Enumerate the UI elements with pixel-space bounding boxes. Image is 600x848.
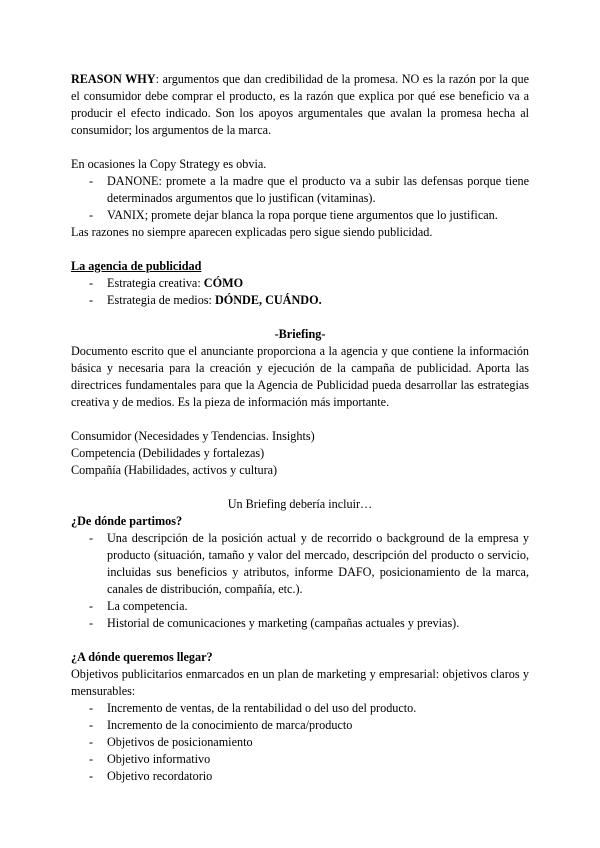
- list-item: - Incremento de la conocimiento de marca/producto: [89, 718, 353, 732]
- de-donde-list: [71, 530, 529, 632]
- copy-strategy-intro: En ocasiones la Copy Strategy es obvia.: [71, 157, 267, 171]
- de-donde-heading: ¿De dónde partimos?: [71, 514, 183, 528]
- list-item: - DANONE: promete a la madre que el producto va a subir las defensas porque tiene determinados argumentos que lo justifican (vitaminas).: [89, 174, 529, 205]
- list-item: - VANIX; promete dejar blanca la ropa porque tiene argumentos que lo justifican.: [89, 208, 498, 222]
- briefing-definition: Documento escrito que el anunciante proporciona a la agencia y que contiene la información básica y necesaria para la creación y ejecución de la campaña de publicidad. Aporta las directrices fundamentales para que la Agencia de Publicidad pueda desarrollar las estrategias creativa y de medios. Es la pieza de información más importante.: [71, 344, 529, 409]
- list-item: - Historial de comunicaciones y marketing (campañas actuales y previas).: [89, 616, 460, 630]
- briefing-pillar: Competencia (Debilidades y fortalezas): [71, 446, 265, 460]
- dash-bullet: -: [89, 769, 94, 783]
- list-item: - Una descripción de la posición actual y de recorrido o background de la empresa y producto (situación, tamaño y valor del mercado, descripción del producto o servicio, incluidas sus beneficios y atributos, informe DAFO, posicionamiento de la marca, canales de distribución, compañía, etc.).: [89, 531, 529, 596]
- briefing-heading: -Briefing-: [274, 327, 326, 341]
- list-item: - Estrategia de medios: DÓNDE, CUÁNDO.: [89, 293, 322, 307]
- list-item: - Objetivo informativo: [89, 752, 211, 766]
- dash-bullet: -: [89, 276, 94, 290]
- reason-why-term: REASON WHY: [71, 72, 156, 86]
- dash-bullet: -: [89, 293, 94, 307]
- list-item: - Incremento de ventas, de la rentabilidad o del uso del producto.: [89, 701, 417, 715]
- a-donde-heading: ¿A dónde queremos llegar?: [71, 650, 213, 664]
- briefing-pillar: Consumidor (Necesidades y Tendencias. Insights): [71, 429, 315, 443]
- list-item: - La competencia.: [89, 599, 188, 613]
- dash-bullet: -: [89, 701, 94, 715]
- dash-bullet: -: [89, 752, 94, 766]
- a-donde-intro: Objetivos publicitarios enmarcados en un plan de marketing y empresarial: objetivos claros y mensurables:: [71, 667, 529, 698]
- reason-why-paragraph: [71, 71, 529, 139]
- dash-bullet: -: [89, 208, 94, 222]
- list-item: - Estrategia creativa: CÓMO: [89, 276, 244, 290]
- list-item: - Objetivo recordatorio: [89, 769, 213, 783]
- a-donde-list: [71, 700, 529, 785]
- dash-bullet: -: [89, 616, 94, 630]
- dash-bullet: -: [89, 718, 94, 732]
- dash-bullet: -: [89, 531, 94, 545]
- agencia-heading: La agencia de publicidad: [71, 259, 202, 273]
- dash-bullet: -: [89, 599, 94, 613]
- briefing-should-include: Un Briefing debería incluir…: [227, 497, 373, 511]
- list-item: - Objetivos de posicionamiento: [89, 735, 253, 749]
- briefing-pillar: Compañía (Habilidades, activos y cultura): [71, 463, 278, 477]
- dash-bullet: -: [89, 174, 94, 188]
- reason-why-text: : argumentos que dan credibilidad de la promesa. NO es la razón por la que el consumidor debe comprar el producto, es la razón que explica por qué ese beneficio va a producir el efecto indicado. Son los apoyos argumentales que avalan la promesa hecha al consumidor; los argumentos de la marca.: [71, 72, 529, 137]
- copy-strategy-note: Las razones no siempre aparecen explicadas pero sigue siendo publicidad.: [71, 225, 433, 239]
- agencia-list: [71, 275, 529, 309]
- copy-strategy-examples: [71, 173, 529, 224]
- dash-bullet: -: [89, 735, 94, 749]
